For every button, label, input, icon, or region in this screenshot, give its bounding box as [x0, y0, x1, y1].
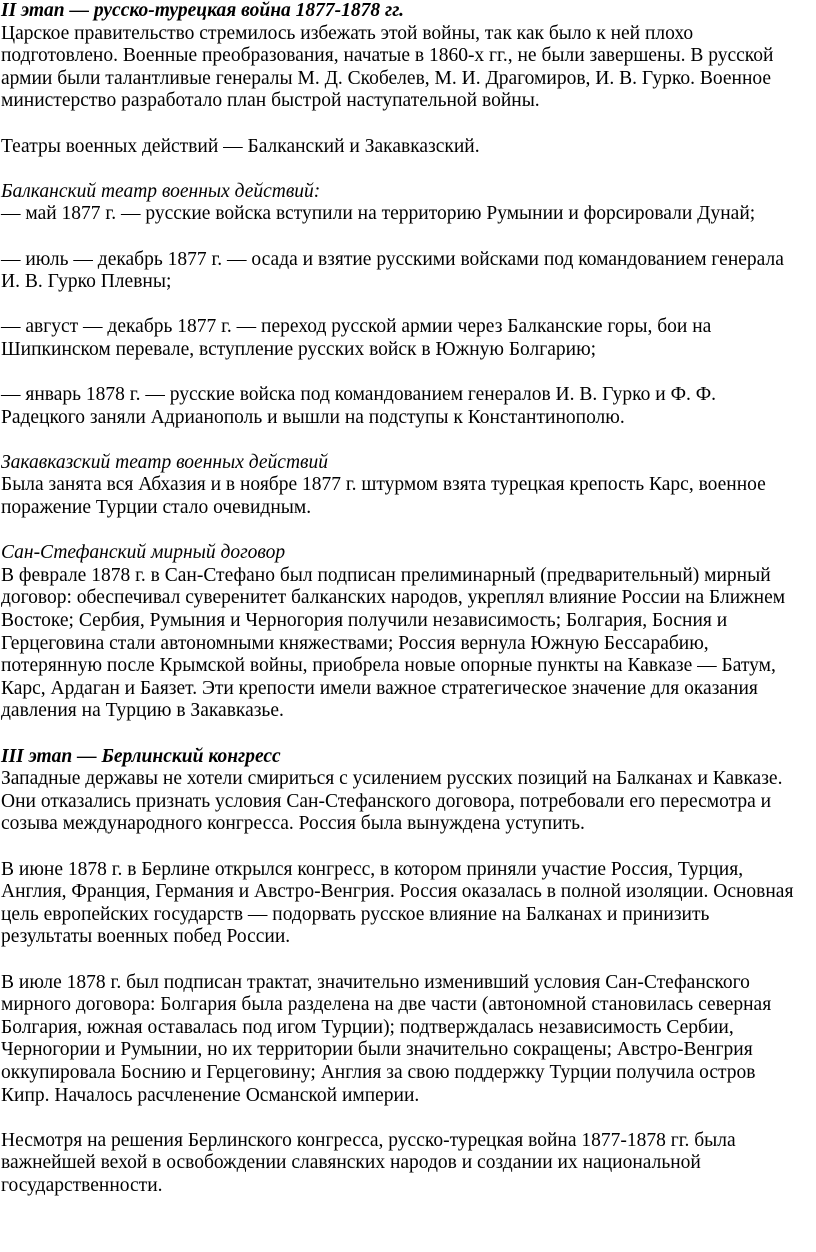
spacer — [1, 520, 816, 543]
text-line: результаты военных побед России. — [1, 926, 291, 948]
text-line: — январь 1878 г. — русские войска под командованием генералов И. В. Гурко и Ф. Ф. — [1, 384, 717, 406]
stage2-intro-paragraph — [1, 23, 816, 113]
stage2-heading: II этап — русско-турецкая война 1877-1878 гг. — [1, 0, 405, 21]
text-line: В феврале 1878 г. в Сан-Стефано был подписан прелиминарный (предварительный) мирный — [1, 564, 771, 586]
text-line: оккупировала Боснию и Герцеговину; Англия за свою поддержку Турции получила остров — [1, 1061, 756, 1083]
caucasus-paragraph — [1, 474, 816, 519]
treaty-paragraph — [1, 565, 816, 723]
spacer — [1, 362, 816, 385]
text-line: — июль — декабрь 1877 г. — осада и взятие русскими войсками под командованием генерала — [1, 248, 784, 270]
stage3-paragraph-3 — [1, 972, 816, 1108]
theaters-paragraph: Театры военных действий — Балканский и Закавказский. — [1, 135, 480, 157]
text-line: Радецкого заняли Адрианополь и вышли на подступы к Константинополю. — [1, 406, 625, 428]
text-line: Они отказались признать условия Сан-Стефанского договора, потребовали его пересмотра и — [1, 790, 772, 812]
caucasus-theater-title: Закавказский театр военных действий — [1, 451, 328, 473]
spacer — [1, 158, 816, 181]
text-line: Шипкинском перевале, вступление русских войск в Южную Болгарию; — [1, 338, 597, 360]
text-line: Царское правительство стремилось избежать этой войны, так как было к ней плохо — [1, 22, 694, 44]
balkan-item-may: — май 1877 г. — русские войска вступили на территорию Румынии и форсировали Дунай; — [1, 203, 756, 225]
spacer — [1, 949, 816, 972]
balkan-theater-title: Балканский театр военных действий: — [1, 180, 321, 202]
text-line: договор: обеспечивал суверенитет балканских народов, укреплял влияние России на Ближнем — [1, 587, 786, 609]
text-line: армии были талантливые генералы М. Д. Скобелев, М. И. Драгомиров, И. В. Гурко. Военное — [1, 67, 772, 89]
text-line: потерянную после Крымской войны, приобрела новые опорные пункты на Кавказе — Батум, — [1, 655, 776, 677]
stage3-heading: III этап — Берлинский конгресс — [1, 745, 281, 767]
text-line: Герцеговина стали автономными княжествами; Россия вернула Южную Бессарабию, — [1, 632, 709, 654]
text-line: министерство разработало план быстрой наступательной войны. — [1, 90, 540, 112]
stage3-paragraph-2 — [1, 859, 816, 949]
text-line: давления на Турцию в Закавказье. — [1, 700, 284, 722]
spacer — [1, 1107, 816, 1130]
text-line: Черногории и Румынии, но их территории были значительно сокращены; Австро-Венгрия — [1, 1039, 753, 1061]
text-line: Несмотря на решения Берлинского конгресса, русско-турецкая война 1877-1878 гг. была — [1, 1129, 736, 1151]
text-line: поражение Турции стало очевидным. — [1, 497, 312, 519]
text-line: Кипр. Началось расчленение Османской империи. — [1, 1084, 420, 1106]
balkan-item-january — [1, 384, 816, 429]
spacer — [1, 723, 816, 746]
text-line: И. В. Гурко Плевны; — [1, 271, 172, 293]
text-line: Востоке; Сербия, Румыния и Черногория получили независимость; Болгария, Босния и — [1, 610, 728, 632]
treaty-title: Сан-Стефанский мирный договор — [1, 542, 286, 564]
text-line: подготовлено. Военные преобразования, начатые в 1860-х гг., не были завершены. В русской — [1, 45, 774, 67]
text-line: Западные державы не хотели смириться с усилением русских позиций на Балканах и Кавказе. — [1, 768, 783, 790]
text-line: важнейшей вехой в освобождении славянских народов и создании их национальной — [1, 1152, 701, 1174]
text-line: Была занята вся Абхазия и в ноябре 1877 г. штурмом взята турецкая крепость Карс, военное — [1, 474, 766, 496]
balkan-item-august — [1, 316, 816, 361]
spacer — [1, 226, 816, 249]
spacer — [1, 429, 816, 452]
stage3-paragraph-4 — [1, 1130, 816, 1198]
spacer — [1, 836, 816, 859]
text-line: В июле 1878 г. был подписан трактат, значительно изменивший условия Сан-Стефанского — [1, 971, 750, 993]
text-line: цель европейских государств — подорвать русское влияние на Балканах и принизить — [1, 903, 710, 925]
text-line: созыва международного конгресса. Россия была вынуждена уступить. — [1, 813, 585, 835]
text-line: государственности. — [1, 1174, 163, 1196]
text-line: Болгария, южная оставалась под игом Турции); подтверждалась независимость Сербии, — [1, 1016, 734, 1038]
text-line: — август — декабрь 1877 г. — переход русской армии через Балканские горы, бои на — [1, 316, 712, 338]
text-line: В июне 1878 г. в Берлине открылся конгресс, в котором приняли участие Россия, Турция, — [1, 858, 744, 880]
spacer — [1, 294, 816, 317]
stage3-paragraph-1 — [1, 768, 816, 836]
text-line: мирного договора: Болгария была разделена на две части (автономной становилась северная — [1, 994, 772, 1016]
text-line: Карс, Ардаган и Баязет. Эти крепости имели важное стратегическое значение для оказания — [1, 677, 758, 699]
spacer — [1, 113, 816, 136]
balkan-item-july — [1, 249, 816, 294]
text-line: Англия, Франция, Германия и Австро-Венгрия. Россия оказалась в полной изоляции. Основная — [1, 881, 794, 903]
